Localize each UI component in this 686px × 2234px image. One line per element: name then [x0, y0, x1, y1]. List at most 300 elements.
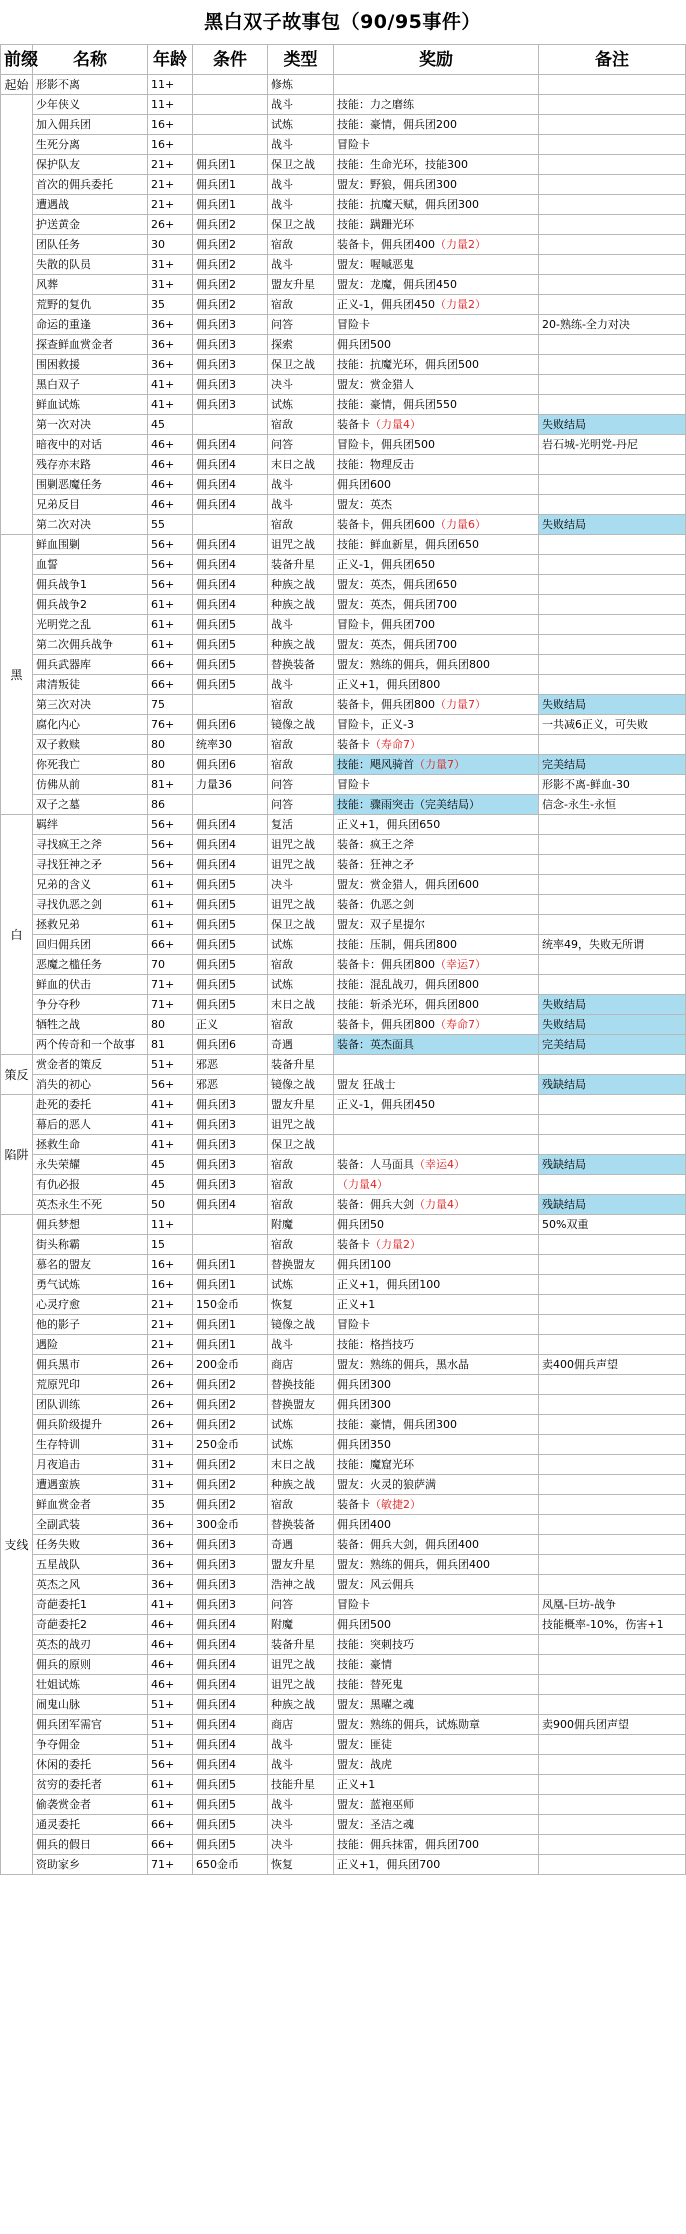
type-cell: 诅咒之战 [268, 895, 334, 915]
reward-cell [334, 835, 539, 855]
reward-cell [334, 1255, 539, 1275]
table-row [1, 295, 686, 315]
reward-cell [334, 395, 539, 415]
reward-cell [334, 1515, 539, 1535]
reward-text: 盟友：龙魔，佣兵团450 [337, 277, 457, 291]
name-cell: 第一次对决 [33, 415, 148, 435]
condition-cell: 佣兵团5 [193, 1835, 268, 1855]
name-cell: 遭遇战 [33, 195, 148, 215]
table-row [1, 375, 686, 395]
reward-cell [334, 1675, 539, 1695]
note-cell [539, 235, 686, 255]
condition-cell: 邪恶 [193, 1075, 268, 1095]
type-cell: 替换盟友 [268, 1255, 334, 1275]
name-cell: 保护队友 [33, 155, 148, 175]
name-cell: 鲜血赏金者 [33, 1495, 148, 1515]
name-cell: 贫穷的委托者 [33, 1775, 148, 1795]
note-cell [539, 255, 686, 275]
table-row [1, 1575, 686, 1595]
reward-text: 盟友：熟练的佣兵，佣兵团400 [337, 1557, 490, 1571]
reward-text: 正义+1，佣兵团700 [337, 1857, 441, 1871]
header-reward: 奖励 [334, 45, 539, 75]
type-cell: 问答 [268, 435, 334, 455]
note-cell [539, 575, 686, 595]
age-cell: 61+ [148, 1775, 193, 1795]
reward-cell [334, 975, 539, 995]
age-cell: 11+ [148, 1215, 193, 1235]
type-cell: 宿敌 [268, 295, 334, 315]
type-cell: 技能升星 [268, 1775, 334, 1795]
reward-cell [334, 935, 539, 955]
note-cell: 失败结局 [539, 995, 686, 1015]
reward-cell [334, 1595, 539, 1615]
type-cell: 末日之战 [268, 455, 334, 475]
type-cell: 战斗 [268, 1795, 334, 1815]
age-cell: 51+ [148, 1715, 193, 1735]
reward-text: 冒险卡，佣兵团700 [337, 617, 435, 631]
age-cell: 21+ [148, 1335, 193, 1355]
age-cell: 26+ [148, 1355, 193, 1375]
reward-cell [334, 735, 539, 755]
condition-cell: 佣兵团5 [193, 995, 268, 1015]
reward-text: 盟友：火灵的狼萨满 [337, 1477, 436, 1491]
note-cell: 失败结局 [539, 415, 686, 435]
note-cell [539, 895, 686, 915]
condition-cell: 佣兵团1 [193, 1255, 268, 1275]
reward-text: 技能：格挡技巧 [337, 1337, 414, 1351]
reward-cell [334, 1335, 539, 1355]
type-cell: 恢复 [268, 1295, 334, 1315]
reward-cell [334, 695, 539, 715]
note-cell: 一共减6正义，可失败 [539, 715, 686, 735]
reward-cell [334, 1635, 539, 1655]
reward-cell [334, 855, 539, 875]
age-cell: 66+ [148, 1815, 193, 1835]
table-row [1, 815, 686, 835]
reward-text: 冒险卡，佣兵团500 [337, 437, 435, 451]
table-row [1, 1355, 686, 1375]
condition-cell: 250金币 [193, 1435, 268, 1455]
condition-cell: 正义 [193, 1015, 268, 1035]
name-cell: 第二次佣兵战争 [33, 635, 148, 655]
type-cell: 探索 [268, 335, 334, 355]
condition-cell: 佣兵团5 [193, 875, 268, 895]
name-cell: 护送黄金 [33, 215, 148, 235]
condition-cell: 佣兵团3 [193, 315, 268, 335]
name-cell: 佣兵的假日 [33, 1835, 148, 1855]
note-cell [539, 335, 686, 355]
name-cell: 双子之墓 [33, 795, 148, 815]
condition-cell: 佣兵团1 [193, 195, 268, 215]
table-row [1, 1155, 686, 1175]
note-cell [539, 1435, 686, 1455]
reward-cell [334, 715, 539, 735]
age-cell: 16+ [148, 1255, 193, 1275]
note-cell [539, 1535, 686, 1555]
table-row [1, 1295, 686, 1315]
age-cell: 80 [148, 755, 193, 775]
note-cell [539, 495, 686, 515]
note-cell: 统率49，失败无所谓 [539, 935, 686, 955]
reward-text: 佣兵团100 [337, 1257, 391, 1271]
note-cell [539, 1275, 686, 1295]
age-cell: 41+ [148, 1595, 193, 1615]
name-cell: 资助家乡 [33, 1855, 148, 1875]
type-cell: 替换装备 [268, 1515, 334, 1535]
reward-text: 技能：抗魔天赋，佣兵团300 [337, 197, 479, 211]
table-row [1, 1695, 686, 1715]
table-row [1, 1795, 686, 1815]
table-row [1, 1735, 686, 1755]
age-cell: 51+ [148, 1055, 193, 1075]
type-cell: 保卫之战 [268, 215, 334, 235]
reward-text: 盟友：野狼，佣兵团300 [337, 177, 457, 191]
table-row [1, 955, 686, 975]
type-cell: 保卫之战 [268, 155, 334, 175]
name-cell: 勇气试炼 [33, 1275, 148, 1295]
age-cell: 41+ [148, 1135, 193, 1155]
condition-cell: 佣兵团3 [193, 375, 268, 395]
header-note: 备注 [539, 45, 686, 75]
name-cell: 少年侠义 [33, 95, 148, 115]
reward-text: 冒险卡 [337, 1317, 370, 1331]
note-cell: 残缺结局 [539, 1075, 686, 1095]
type-cell: 附魔 [268, 1615, 334, 1635]
note-cell [539, 195, 686, 215]
age-cell: 61+ [148, 615, 193, 635]
reward-stat-requirement: （力量7） [435, 697, 486, 711]
type-cell: 战斗 [268, 615, 334, 635]
table-row [1, 435, 686, 455]
reward-text: 佣兵团350 [337, 1437, 391, 1451]
name-cell: 赏金者的策反 [33, 1055, 148, 1075]
reward-text: 技能：飓风骑首 [337, 757, 414, 771]
age-cell: 45 [148, 415, 193, 435]
name-cell: 生死分离 [33, 135, 148, 155]
prefix-cell [1, 95, 33, 535]
name-cell: 争夺佣金 [33, 1735, 148, 1755]
reward-cell [334, 1115, 539, 1135]
age-cell: 61+ [148, 915, 193, 935]
type-cell: 战斗 [268, 135, 334, 155]
type-cell: 宿敌 [268, 415, 334, 435]
reward-cell [334, 1095, 539, 1115]
table-row [1, 775, 686, 795]
table-row [1, 875, 686, 895]
table-row [1, 1755, 686, 1775]
condition-cell: 佣兵团3 [193, 1095, 268, 1115]
reward-cell [334, 1015, 539, 1035]
table-row [1, 1115, 686, 1135]
type-cell: 试炼 [268, 1415, 334, 1435]
table-row [1, 1095, 686, 1115]
age-cell: 36+ [148, 1575, 193, 1595]
type-cell: 战斗 [268, 255, 334, 275]
table-row [1, 615, 686, 635]
note-cell [539, 1295, 686, 1315]
age-cell: 16+ [148, 1275, 193, 1295]
condition-cell [193, 95, 268, 115]
reward-text: 佣兵团500 [337, 1617, 391, 1631]
age-cell: 26+ [148, 1415, 193, 1435]
note-cell [539, 1475, 686, 1495]
reward-cell [334, 355, 539, 375]
reward-text: 装备卡，佣兵团600 [337, 517, 435, 531]
reward-text: 技能：佣兵抹雷，佣兵团700 [337, 1837, 479, 1851]
table-row [1, 695, 686, 715]
name-cell: 壮姐试炼 [33, 1675, 148, 1695]
table-row [1, 1235, 686, 1255]
name-cell: 两个传奇和一个故事 [33, 1035, 148, 1055]
age-cell: 45 [148, 1175, 193, 1195]
reward-cell [334, 1775, 539, 1795]
name-cell: 佣兵阶级提升 [33, 1415, 148, 1435]
reward-text: 技能：力之磨练 [337, 97, 414, 111]
age-cell: 46+ [148, 475, 193, 495]
header-row [1, 45, 686, 75]
reward-cell [334, 635, 539, 655]
table-row [1, 735, 686, 755]
note-cell [539, 155, 686, 175]
reward-text: 技能：生命光环，技能300 [337, 157, 468, 171]
table-row [1, 1675, 686, 1695]
note-cell [539, 1055, 686, 1075]
note-cell [539, 1735, 686, 1755]
note-cell [539, 915, 686, 935]
condition-cell: 佣兵团4 [193, 1655, 268, 1675]
table-row [1, 1415, 686, 1435]
prefix-cell: 起始 [1, 75, 33, 95]
table-row [1, 1055, 686, 1075]
note-cell: 失败结局 [539, 695, 686, 715]
name-cell: 鲜血试炼 [33, 395, 148, 415]
type-cell: 诅咒之战 [268, 855, 334, 875]
age-cell: 41+ [148, 1115, 193, 1135]
note-cell [539, 135, 686, 155]
age-cell: 56+ [148, 835, 193, 855]
condition-cell: 佣兵团2 [193, 1395, 268, 1415]
type-cell: 浩神之战 [268, 1575, 334, 1595]
name-cell: 腐化内心 [33, 715, 148, 735]
page-title: 黑白双子故事包（90/95事件） [204, 11, 481, 33]
note-cell [539, 1555, 686, 1575]
type-cell: 问答 [268, 775, 334, 795]
reward-stat-requirement: （力量6） [435, 517, 486, 531]
note-cell [539, 295, 686, 315]
reward-cell [334, 1815, 539, 1835]
reward-text: 佣兵团600 [337, 477, 391, 491]
name-cell: 全副武装 [33, 1515, 148, 1535]
name-cell: 肃清叛徒 [33, 675, 148, 695]
reward-cell [334, 495, 539, 515]
table-row [1, 1375, 686, 1395]
age-cell: 16+ [148, 135, 193, 155]
reward-text: 技能：混乱战刃，佣兵团800 [337, 977, 479, 991]
note-cell [539, 1495, 686, 1515]
table-row [1, 935, 686, 955]
condition-cell: 佣兵团2 [193, 215, 268, 235]
reward-stat-requirement: （寿命7） [435, 1017, 486, 1031]
reward-text: 盟友：圣洁之魂 [337, 1817, 414, 1831]
age-cell: 55 [148, 515, 193, 535]
reward-text: 装备卡，佣兵团800 [337, 697, 435, 711]
reward-text: 装备卡 [337, 417, 370, 431]
reward-stat-requirement: （力量2） [435, 237, 486, 251]
name-cell: 牺牲之战 [33, 1015, 148, 1035]
age-cell: 36+ [148, 1535, 193, 1555]
reward-text: 冒险卡 [337, 137, 370, 151]
name-cell: 闹鬼山脉 [33, 1695, 148, 1715]
condition-cell: 佣兵团5 [193, 955, 268, 975]
age-cell: 56+ [148, 1075, 193, 1095]
type-cell: 诅咒之战 [268, 1655, 334, 1675]
reward-cell [334, 875, 539, 895]
condition-cell: 佣兵团3 [193, 1155, 268, 1175]
age-cell: 56+ [148, 555, 193, 575]
age-cell: 51+ [148, 1695, 193, 1715]
condition-cell: 佣兵团2 [193, 1375, 268, 1395]
condition-cell [193, 1215, 268, 1235]
reward-text: 技能：压制，佣兵团800 [337, 937, 457, 951]
condition-cell: 力量36 [193, 775, 268, 795]
header-age: 年龄 [148, 45, 193, 75]
name-cell: 寻找疯王之斧 [33, 835, 148, 855]
reward-text: 装备卡 [337, 1497, 370, 1511]
reward-stat-requirement: （幸运4） [414, 1157, 465, 1171]
condition-cell: 佣兵团5 [193, 895, 268, 915]
reward-text: 盟友：匪徒 [337, 1737, 392, 1751]
condition-cell: 佣兵团4 [193, 1635, 268, 1655]
header-type: 类型 [268, 45, 334, 75]
table-row [1, 755, 686, 775]
note-cell [539, 855, 686, 875]
age-cell: 46+ [148, 1655, 193, 1675]
note-cell: 完美结局 [539, 1035, 686, 1055]
reward-text: 盟友：赏金猎人 [337, 377, 414, 391]
condition-cell: 佣兵团4 [193, 855, 268, 875]
note-cell [539, 955, 686, 975]
type-cell: 宿敌 [268, 235, 334, 255]
note-cell [539, 1095, 686, 1115]
condition-cell: 佣兵团3 [193, 1135, 268, 1155]
reward-stat-requirement: （力量7） [414, 757, 465, 771]
reward-text: 技能：豪情，佣兵团200 [337, 117, 457, 131]
name-cell: 月夜追击 [33, 1455, 148, 1475]
reward-cell [334, 1155, 539, 1175]
type-cell: 保卫之战 [268, 1135, 334, 1155]
age-cell: 11+ [148, 75, 193, 95]
condition-cell: 佣兵团3 [193, 1535, 268, 1555]
condition-cell: 佣兵团3 [193, 335, 268, 355]
note-cell [539, 1235, 686, 1255]
condition-cell: 佣兵团4 [193, 595, 268, 615]
type-cell: 恢复 [268, 1855, 334, 1875]
condition-cell: 650金币 [193, 1855, 268, 1875]
reward-stat-requirement: （力量2） [370, 1237, 421, 1251]
age-cell: 36+ [148, 355, 193, 375]
age-cell: 71+ [148, 975, 193, 995]
age-cell: 76+ [148, 715, 193, 735]
age-cell: 61+ [148, 635, 193, 655]
table-row [1, 355, 686, 375]
reward-cell [334, 135, 539, 155]
prefix-cell: 白 [1, 815, 33, 1055]
reward-cell [334, 795, 539, 815]
reward-cell [334, 1055, 539, 1075]
reward-text: 装备：疯王之斧 [337, 837, 414, 851]
name-cell: 佣兵战争1 [33, 575, 148, 595]
name-cell: 双子救赎 [33, 735, 148, 755]
name-cell: 鲜血围剿 [33, 535, 148, 555]
age-cell: 21+ [148, 1295, 193, 1315]
type-cell: 试炼 [268, 1435, 334, 1455]
reward-cell [334, 1395, 539, 1415]
reward-text: 盟友：熟练的佣兵，佣兵团800 [337, 657, 490, 671]
reward-cell [334, 815, 539, 835]
table-row [1, 1075, 686, 1095]
age-cell: 66+ [148, 655, 193, 675]
table-row [1, 235, 686, 255]
note-cell [539, 1775, 686, 1795]
condition-cell: 佣兵团2 [193, 235, 268, 255]
table-row [1, 975, 686, 995]
type-cell: 奇遇 [268, 1035, 334, 1055]
age-cell: 16+ [148, 115, 193, 135]
reward-cell [334, 1295, 539, 1315]
note-cell [539, 1835, 686, 1855]
name-cell: 佣兵战争2 [33, 595, 148, 615]
condition-cell: 佣兵团5 [193, 655, 268, 675]
age-cell: 36+ [148, 1555, 193, 1575]
age-cell: 15 [148, 1235, 193, 1255]
note-cell [539, 1335, 686, 1355]
name-cell: 兄弟反目 [33, 495, 148, 515]
prefix-cell: 支线 [1, 1215, 33, 1875]
reward-cell [334, 375, 539, 395]
age-cell: 31+ [148, 255, 193, 275]
note-cell: 残缺结局 [539, 1195, 686, 1215]
age-cell: 56+ [148, 1755, 193, 1775]
condition-cell: 佣兵团4 [193, 1735, 268, 1755]
note-cell [539, 1755, 686, 1775]
table-row [1, 455, 686, 475]
reward-cell [334, 1375, 539, 1395]
name-cell: 心灵疗愈 [33, 1295, 148, 1315]
table-row [1, 1815, 686, 1835]
reward-text: 技能：物理反击 [337, 457, 414, 471]
reward-cell [334, 1835, 539, 1855]
note-cell [539, 875, 686, 895]
table-row [1, 215, 686, 235]
age-cell: 26+ [148, 215, 193, 235]
table-row [1, 1395, 686, 1415]
condition-cell: 邪恶 [193, 1055, 268, 1075]
name-cell: 英杰的战刃 [33, 1635, 148, 1655]
note-cell [539, 115, 686, 135]
reward-text: 技能：豪情 [337, 1657, 392, 1671]
age-cell: 21+ [148, 175, 193, 195]
reward-text: 技能：豪情，佣兵团300 [337, 1417, 457, 1431]
condition-cell: 佣兵团3 [193, 355, 268, 375]
type-cell: 诅咒之战 [268, 535, 334, 555]
age-cell: 41+ [148, 375, 193, 395]
reward-stat-requirement: （力量2） [434, 297, 486, 311]
age-cell: 21+ [148, 155, 193, 175]
age-cell: 61+ [148, 895, 193, 915]
reward-cell [334, 895, 539, 915]
name-cell: 消失的初心 [33, 1075, 148, 1095]
condition-cell: 佣兵团5 [193, 1815, 268, 1835]
